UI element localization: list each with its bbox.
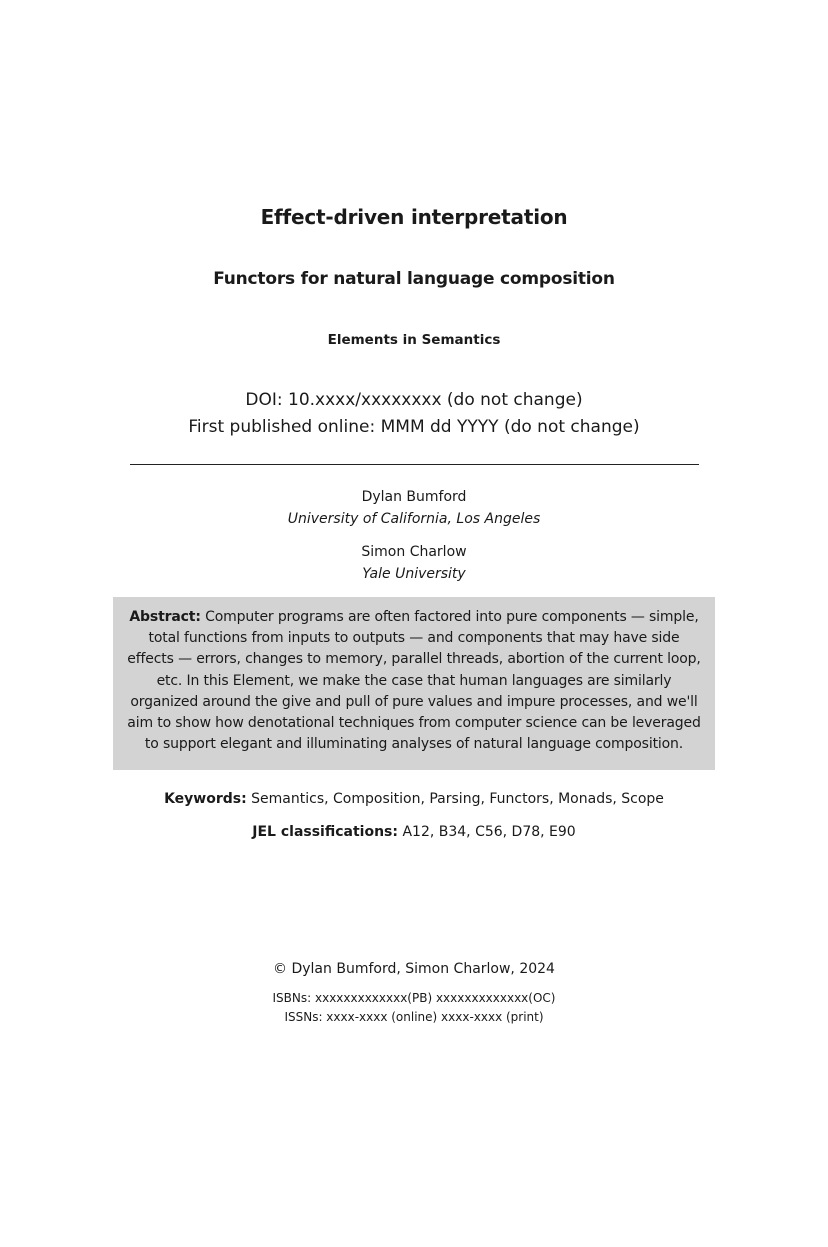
issns-line: ISSNs: xxxx-xxxx (online) xxxx-xxxx (print): [284, 1010, 544, 1024]
copyright-line: © Dylan Bumford, Simon Charlow, 2024: [273, 961, 555, 977]
author-affiliation: University of California, Los Angeles: [287, 511, 541, 527]
abstract-paragraph: [127, 607, 701, 755]
isbns-line: ISBNs: xxxxxxxxxxxxx(PB) xxxxxxxxxxxxx(OC): [272, 991, 556, 1005]
author-affiliation: Yale University: [362, 566, 466, 582]
jel-label: JEL classifications:: [252, 824, 398, 840]
horizontal-divider: [130, 464, 699, 465]
publication-date-line: First published online: MMM dd YYYY (do not change): [188, 417, 640, 437]
page-subtitle: Functors for natural language composition: [213, 269, 615, 289]
abstract-text: Computer programs are often factored into pure components — simple, total functions from inputs to outputs — and components that may have side effects — errors, changes to memory, parallel threads, abortion of the current loop, etc. In this Element, we make the case that human languages are similarly organized around the give and pull of pure values and impure processes, and we'll aim to show how denotational techniques from computer science can be leveraged to support elegant and illuminating analyses of natural language composition.: [127, 609, 701, 753]
jel-classifications-line: [0, 824, 828, 840]
keywords-text: Semantics, Composition, Parsing, Functors, Monads, Scope: [251, 791, 664, 807]
author-name: Simon Charlow: [361, 544, 467, 560]
doi-line: DOI: 10.xxxx/xxxxxxxx (do not change): [245, 390, 583, 410]
page-title: Effect-driven interpretation: [260, 205, 568, 229]
abstract-box: [113, 597, 715, 770]
author-name: Dylan Bumford: [361, 489, 467, 505]
keywords-line: [0, 791, 828, 807]
jel-text: A12, B34, C56, D78, E90: [402, 824, 576, 840]
series-name: Elements in Semantics: [327, 332, 501, 348]
abstract-label: Abstract:: [129, 609, 201, 625]
keywords-label: Keywords:: [164, 791, 247, 807]
